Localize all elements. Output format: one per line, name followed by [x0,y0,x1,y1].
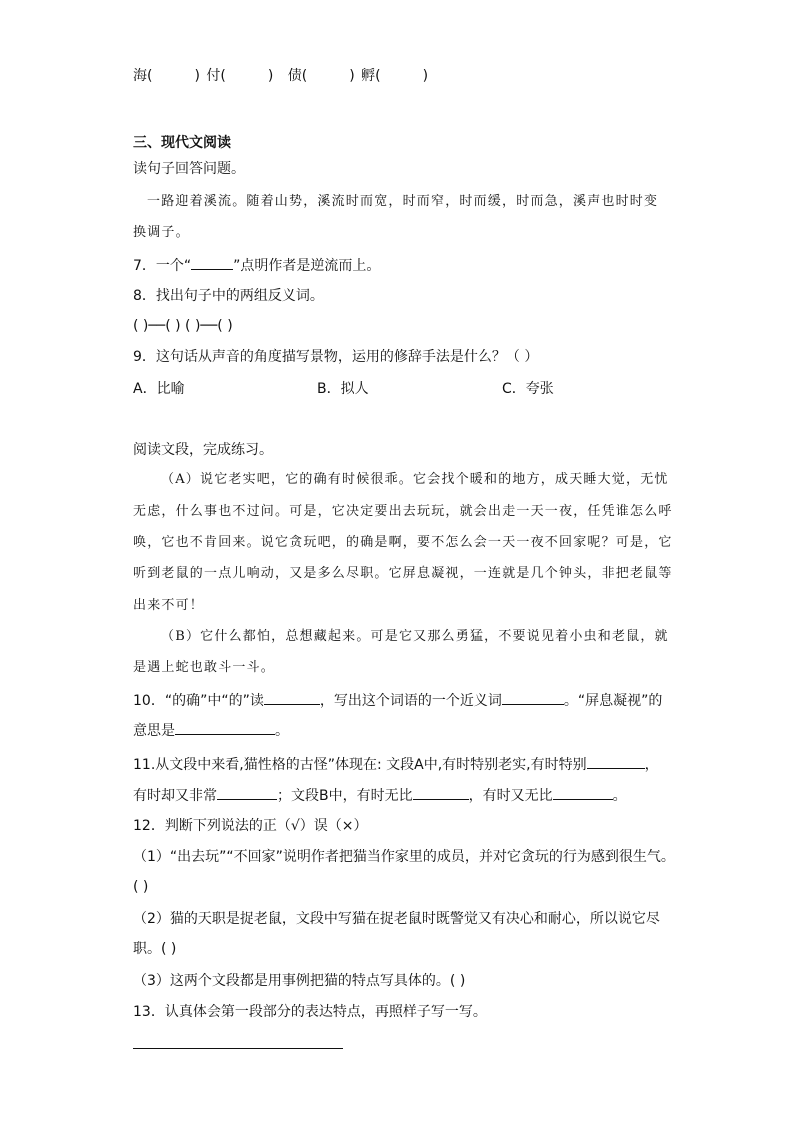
fill-item-3: 债( [287,68,308,84]
q12-statement-1: （1）“出去玩”“不回家”说明作者把猫当作家里的成员，并对它贪玩的行为感到很生气。 [133,849,675,865]
q13-answer-line[interactable] [133,1048,343,1049]
question-13: 13．认真体会第一段部分的表达特点，再照样子写一写。 [133,1004,487,1020]
fill-item-1: 海( [133,68,153,84]
q11-blank-2[interactable] [217,785,277,800]
question-7: 7．一个“ ”点明作者是逆流而上。 [133,255,380,276]
fill-item-4: 孵( [361,68,381,84]
passage-line-2: 换调子。 [133,225,190,240]
question-10-line-1: 10．“的确”中“的”读 ，写出这个词语的一个近义词 。“屏息凝视”的 [133,690,662,711]
q9-option-b[interactable]: B．拟人 [317,381,369,397]
q12-answer-1[interactable]: ( ) [133,879,149,895]
passage-b-line-2: 是遇上蛇也敢斗一斗。 [133,660,276,675]
q8-antonym-pairs[interactable]: ( )──( ) ( )──( ) [133,318,233,334]
question-12: 12．判断下列说法的正（√）误（×） [133,818,368,834]
question-11-line-2: 有时却又非常 ；文段B中，有时无比 ，有时又无比 。 [133,785,627,806]
question-11-line-1: 11.从文段中来看,猫性格的古怪”体现在: 文段A中,有时特别老实,有时特别 ， [133,754,659,775]
passage-a-line-4: 听到老鼠的一点儿响动，又是多么尽职。它屏息凝视，一连就是几个钟头，非把老鼠等 [133,566,673,581]
passage-a-line-1: （A）说它老实吧，它的确有时候很乖。它会找个暖和的地方，成天睡大觉，无忧 [161,472,669,487]
section-heading: 三、现代文阅读 [133,135,231,151]
question-8: 8．找出句子中的两组反义词。 [133,288,324,304]
q12-statement-2-cont[interactable]: 职。( ) [133,941,177,957]
passage-a-line-2: 无虑，什么事也不过问。可是，它决定要出去玩玩，就会出走一天一夜，任凭谁怎么呼 [133,504,673,519]
passage-a-line-3: 唤，它也不肯回来。说它贪玩吧，的确是啊，要不怎么会一天一夜不回家呢？可是，它 [133,535,673,550]
q11-blank-1[interactable] [587,754,645,769]
reading-instruction: 阅读文段，完成练习。 [133,442,273,458]
q12-statement-2: （2）猫的天职是捉老鼠，文段中写猫在捉老鼠时既警觉又有决心和耐心，所以说它尽 [133,911,660,927]
passage-b-line-1: （B）它什么都怕，总想藏起来。可是它又那么勇猛，不要说见着小虫和老鼠，就 [161,629,669,644]
q10-blank-synonym[interactable] [502,690,564,705]
q9-option-c[interactable]: C．夸张 [502,381,554,397]
q9-option-a[interactable]: A．比喻 [133,381,185,397]
question-10-line-2: 意思是 。 [133,720,289,741]
q12-statement-3[interactable]: （3）这两个文段都是用事例把猫的特点写具体的。( ) [133,973,466,989]
q7-blank[interactable] [191,255,233,270]
section-instruction: 读句子回答问题。 [133,161,245,177]
q10-blank-pronunciation[interactable] [264,690,320,705]
q11-blank-3[interactable] [413,785,469,800]
question-9: 9．这句话从声音的角度描写景物，运用的修辞手法是什么？（ ） [133,349,539,365]
fill-row: 海( ) 付( ) 债( ) 孵( ) [133,68,429,84]
passage-a-line-5: 出来不可！ [133,598,205,613]
q10-blank-meaning[interactable] [175,720,275,735]
q11-blank-4[interactable] [553,785,613,800]
fill-item-2: 付( [206,68,226,84]
passage-line-1: 一路迎着溪流。随着山势，溪流时而宽，时而窄，时而缓，时而急，溪声也时时变 [147,194,659,209]
